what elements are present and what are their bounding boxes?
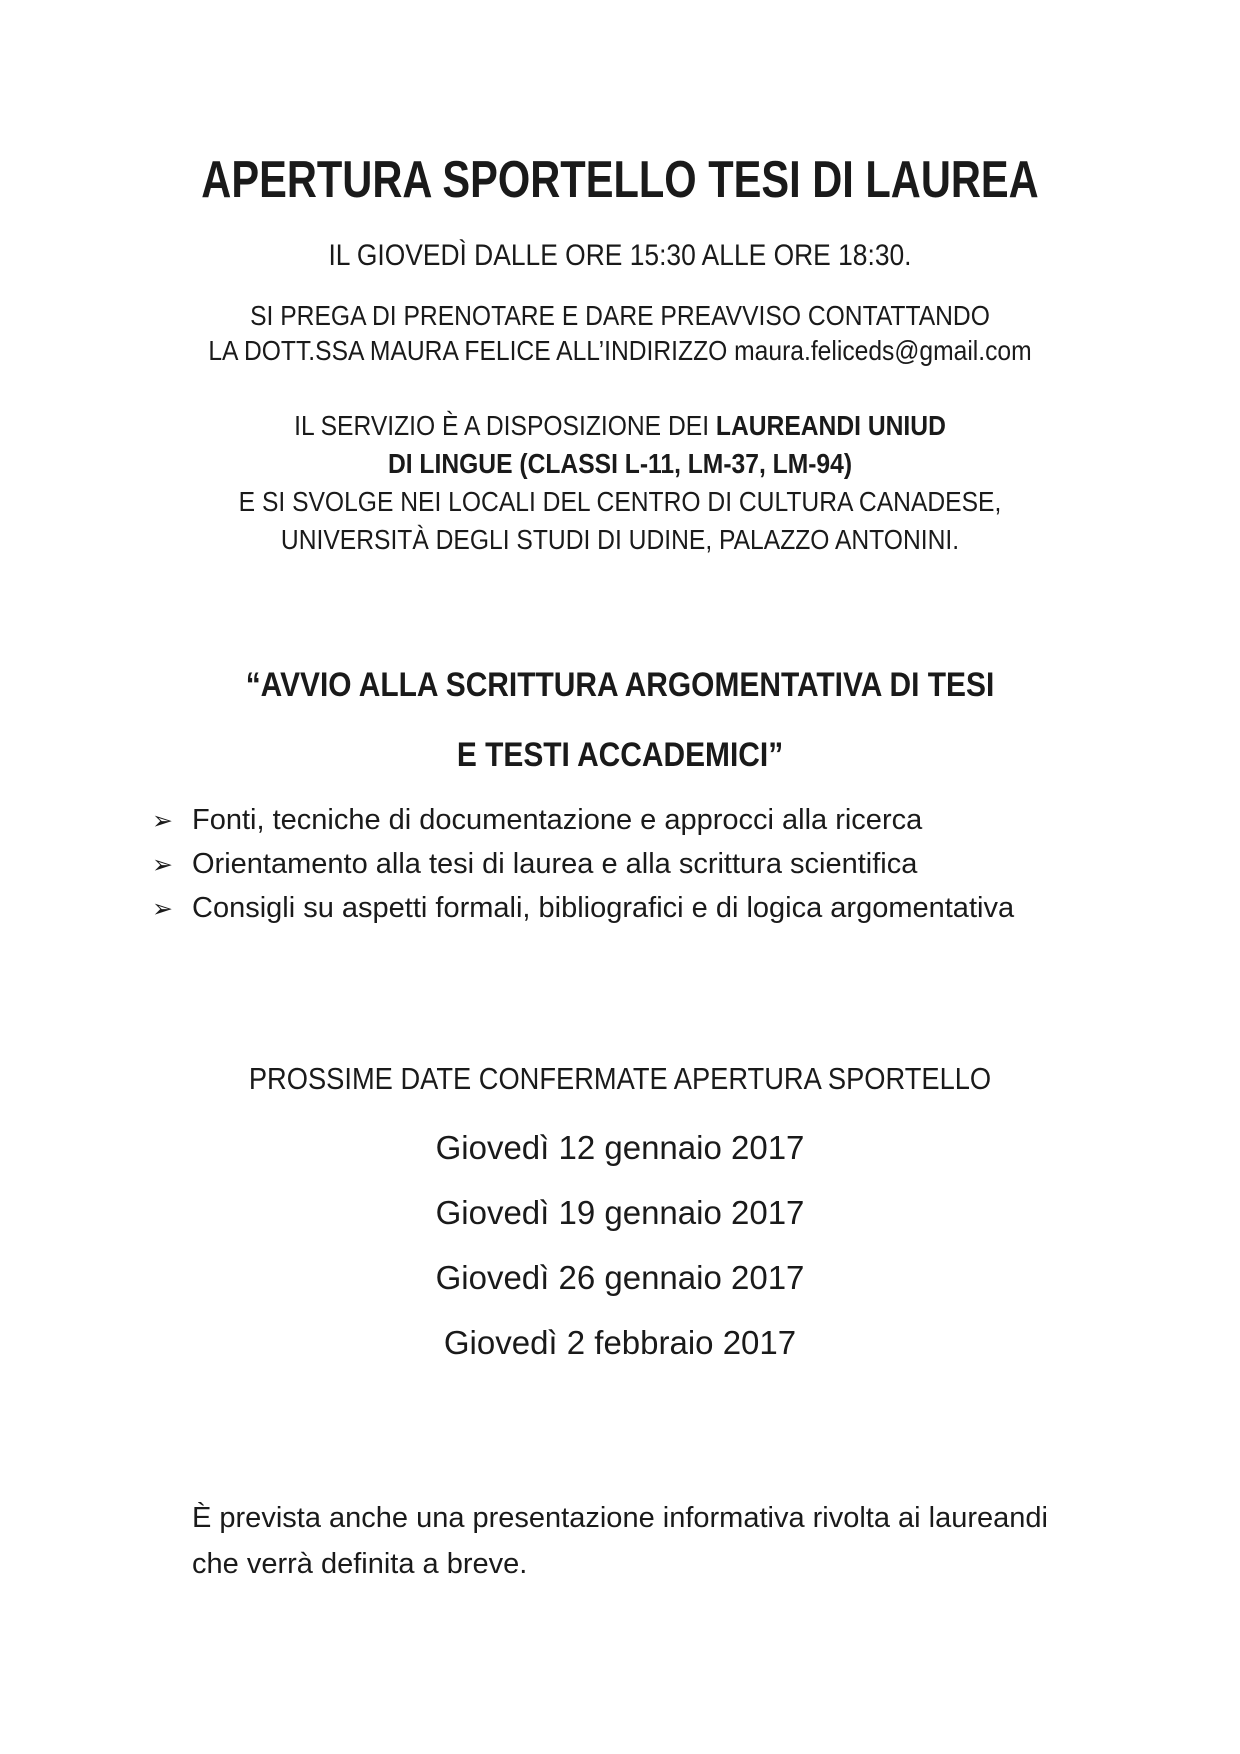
arrow-bullet-icon: ➢ (152, 851, 173, 879)
date-line: Giovedì 19 gennaio 2017 (435, 1194, 805, 1231)
service-line-3: E SI SVOLGE NEI LOCALI DEL CENTRO DI CULTURA CANADESE, (238, 486, 1002, 517)
list-item-text: Consigli su aspetti formali, bibliografici e di logica argomentativa (192, 892, 1015, 924)
service-line-2: DI LINGUE (CLASSI L-11, LM-37, LM-94) (387, 448, 853, 479)
arrow-bullet-icon: ➢ (152, 807, 173, 835)
arrow-bullet-icon: ➢ (152, 895, 173, 923)
list-item (152, 886, 1240, 930)
service-line-1-regular: IL SERVIZIO È A DISPOSIZIONE DEI (294, 410, 716, 441)
list-item-text: Fonti, tecniche di documentazione e approcci alla ricerca (192, 804, 923, 836)
page-title: APERTURA SPORTELLO TESI DI LAUREA (201, 151, 1039, 209)
workshop-title-line-1: “AVVIO ALLA SCRITTURA ARGOMENTATIVA DI TESI (245, 666, 995, 704)
booking-line-1: SI PREGA DI PRENOTARE E DARE PREAVVISO CONTATTANDO (250, 300, 990, 331)
note-line-2: che verrà definita a breve. (192, 1548, 528, 1580)
booking-block (74, 298, 1165, 368)
service-line-1-bold: LAUREANDI UNIUD (715, 410, 946, 441)
service-line-4: UNIVERSITÀ DEGLI STUDI DI UDINE, PALAZZO ANTONINI. (280, 524, 960, 555)
service-block (74, 407, 1165, 559)
list-item-text: Orientamento alla tesi di laurea e alla scrittura scientifica (192, 848, 918, 880)
workshop-title-line-2: E TESTI ACCADEMICI” (456, 736, 784, 774)
service-line-1 (74, 407, 1165, 445)
workshop-bullet-list (0, 798, 1240, 930)
date-line: Giovedì 26 gennaio 2017 (435, 1259, 805, 1296)
note-line-1: È prevista anche una presentazione informativa rivolta ai laureandi (192, 1502, 1048, 1534)
list-item (152, 842, 1240, 886)
date-line: Giovedì 2 febbraio 2017 (443, 1324, 797, 1361)
note-block (0, 1495, 1240, 1587)
schedule-line: IL GIOVEDÌ DALLE ORE 15:30 ALLE ORE 18:30. (328, 239, 912, 272)
list-item (152, 798, 1240, 842)
dates-section-heading: PROSSIME DATE CONFERMATE APERTURA SPORTELLO (248, 1061, 992, 1096)
date-line: Giovedì 12 gennaio 2017 (435, 1129, 805, 1166)
dates-block (0, 1115, 1240, 1375)
booking-line-2: LA DOTT.SSA MAURA FELICE ALL’INDIRIZZO maura.feliceds@gmail.com (208, 335, 1032, 366)
